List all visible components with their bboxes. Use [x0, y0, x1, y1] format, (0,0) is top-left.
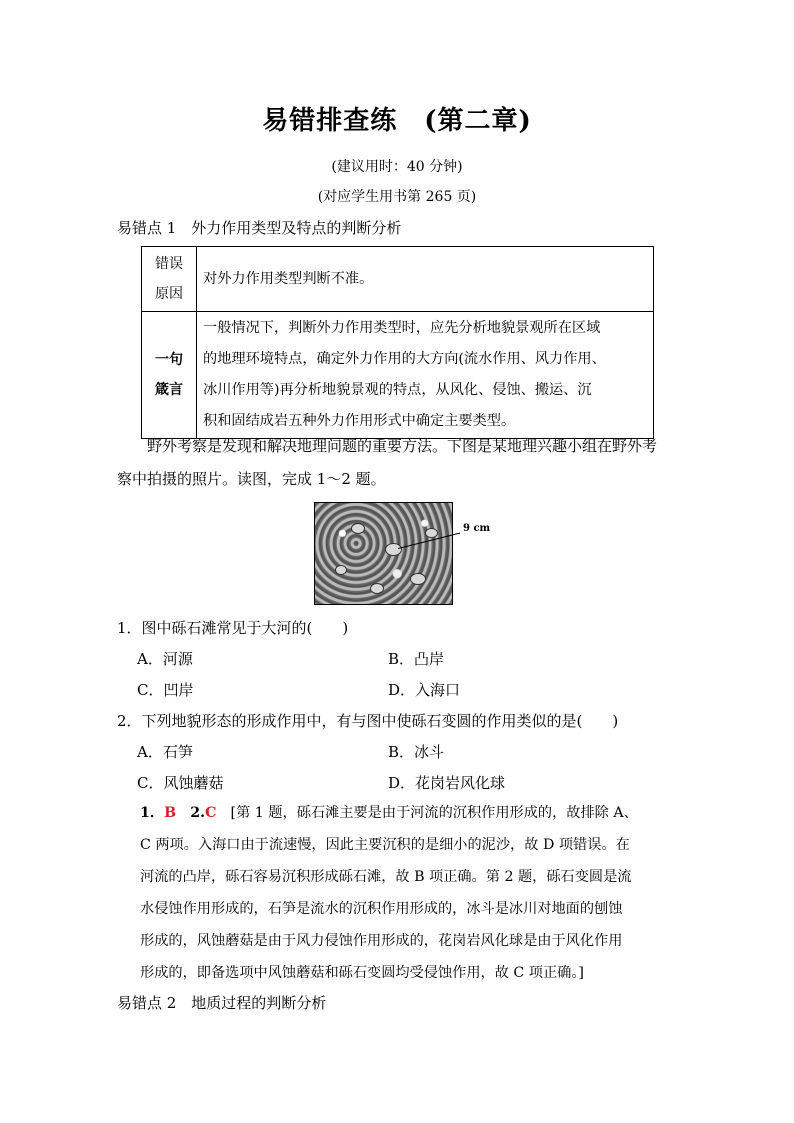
question-1-stem: 1．图中砾石滩常见于大河的( ) — [117, 619, 349, 637]
motto-label: 一句 箴言 — [142, 312, 197, 439]
section2-heading: 易错点 2 地质过程的判断分析 — [117, 994, 327, 1012]
q2-option-b: B．冰斗 — [388, 743, 445, 761]
intro-paragraph: 野外考察是发现和解决地理问题的重要方法。下图是某地理兴趣小组在野外考 察中拍摄的照片。读图，完成 1～2 题。 — [117, 437, 658, 488]
error-cause-text: 对外力作用类型判断不准。 — [197, 247, 654, 312]
q1-option-a: A．河源 — [137, 650, 193, 668]
q1-option-c: C．凹岸 — [137, 681, 194, 699]
scale-label: 9 cm — [463, 523, 491, 534]
q2-option-a: A．石笋 — [137, 743, 193, 761]
answer-key-1: B — [164, 805, 177, 821]
error-analysis-table — [141, 246, 654, 439]
q1-option-b: B．凸岸 — [388, 650, 445, 668]
answer-key-2: C — [205, 805, 217, 821]
suggested-time: (建议用时：40 分钟) — [331, 159, 463, 175]
gravel-beach-photo — [314, 502, 453, 605]
q2-option-c: C．风蚀蘑菇 — [137, 774, 224, 792]
section1-heading: 易错点 1 外力作用类型及特点的判断分析 — [117, 219, 402, 237]
book-reference: (对应学生用书第 265 页) — [317, 189, 477, 205]
page-title: 易错排查练 (第二章) — [262, 106, 532, 136]
q2-option-d: D．花岗岩风化球 — [388, 774, 506, 792]
answer-explanation: 1．B 2.C [第 1 题，砾石滩主要是由于河流的沉积作用形成的，故排除 A、 C 两项。入海口由于流速慢，因此主要沉积的是细小的泥沙，故 D 项错误。在 河流的凸岸，砾石容易沉积形成砾石滩，故 B 项正确。第 2 题，砾石变圆是流 水侵蚀作用形成的，石笋是流水的沉积作用形成的，冰斗是冰川对地面的刨蚀 形成的，风蚀蘑菇是由于风力侵蚀作用形成的，花岗岩风化球是由于风化作用 形成的，即备选项中风蚀蘑菇和砾石变圆均受侵蚀作用，故 C 项正确。] — [140, 805, 638, 981]
error-cause-label: 错误 原因 — [142, 247, 197, 312]
motto-text: 一般情况下，判断外力作用类型时，应先分析地貌景观所在区域 的地理环境特点，确定外力作用的大方向(流水作用、风力作用、 冰川作用等)再分析地貌景观的特点，从风化、侵蚀、搬运、沉 积和固结成岩五种外力作用形式中确定主要类型。 — [197, 312, 654, 439]
q1-option-d: D．入海口 — [388, 681, 461, 699]
question-2-stem: 2．下列地貌形态的形成作用中，有与图中使砾石变圆的作用类似的是( ) — [117, 712, 619, 730]
